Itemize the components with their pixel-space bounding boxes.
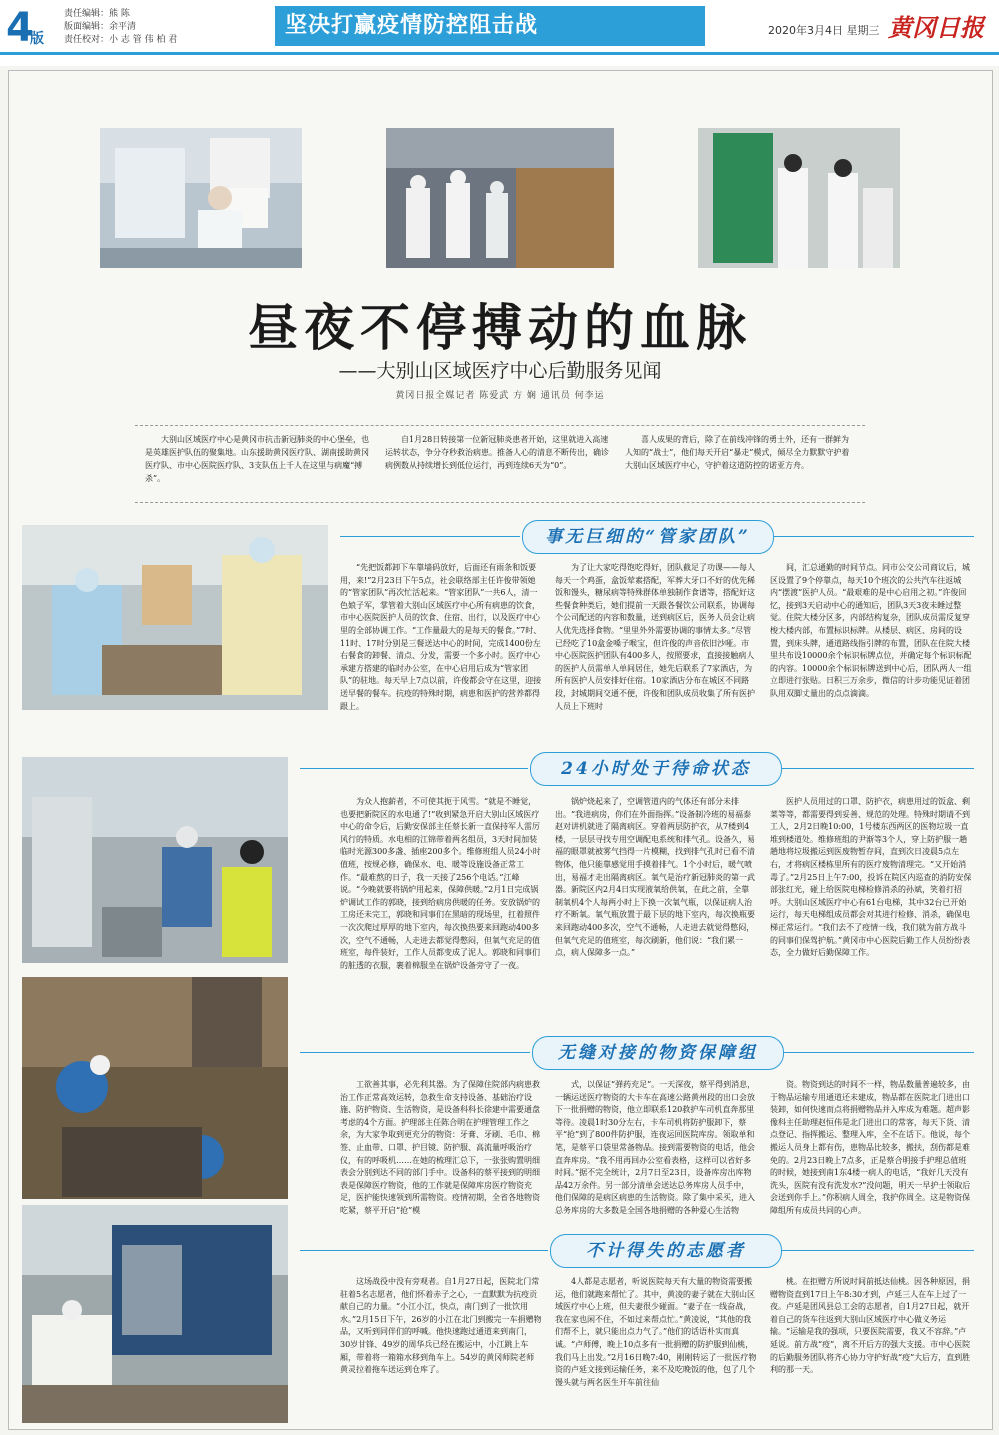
- page-number-suffix: 版: [30, 31, 44, 47]
- section-divider: [774, 536, 974, 537]
- article-column: 资。物资到达的时间不一样，物品数量普遍较多，由于物品运输专用通道还未建成，物品都在医院北门进出口装卸，如何快速而点将捐赠物品并入库成为难题。超声影像科主任助理赵恒伟是北门进出口的常客，每天下货、清点登记、指挥搬运、整理入库，全不在话下。他说，每个搬运人员身上都有伤，患物品比较多，搬扶，刮伤都是难免的。2月23日晚上7点多，正是蔡合明接手护理总值班的时候，她接到南1东4楼一病人的电话，“我好几天没有洗头，医院有没有洗发水?”没问题，明天一早护士领取后会送到你手上。”你积病人周全，我护你周全。这是物资保障组所有成员共同的心声。: [770, 1080, 971, 1215]
- section-divider: [782, 768, 974, 769]
- article-column: 锅炉烧起来了，空调管道内的气体还有部分未排出。“我进病房，你们在外面指挥。”设备制冷班的易福泰赵对讲机就进了隔离病区。穿着两层防护衣，从7楼到4楼，一层层寻找专用空调配电系统和排气孔。设备久，易福的眼罩就被雾气挡得一片模糊，找到排气孔时已看不清物体，他只能靠感觉用手摸着排气。1个小时后，暖气喷出，易福才走出隔离病区。氧气是治疗新冠肺炎的第一武器。新院区内2月4日实现液氧给供氧，在此之前，全靠制氧机4个人每两小时上下换一次氧气瓶，以保证病人治疗不断氧。氧气瓶放置于最下层的地下室内，每次换瓶要来回跑动400多次，空气不通畅，人走进去就觉得憋闷，但氧气充足的值班室，每次刷新，他们说：“我们累一点，病人保障多一点。”: [555, 797, 755, 958]
- photo-truck-unloading: [22, 1205, 288, 1423]
- editor-line: 责任校对：小 志 管 伟 柏 君: [64, 35, 178, 45]
- section-divider: [784, 1052, 974, 1053]
- photo-worker-carrying-boxes: [100, 128, 302, 268]
- section-title: 不计得失的志愿者: [550, 1234, 782, 1268]
- header-rule: [0, 52, 999, 55]
- newspaper-masthead: 黄冈日报: [888, 13, 984, 42]
- section-divider: [782, 1250, 974, 1251]
- article-column: 医护人员用过的口罩、防护衣，病患用过的饭盒、剩菜等等，都需要得到妥善、规范的处理。特殊时期请不到工人，2月2日晚10:00，1号楼东西两区的医物垃圾一直堆到楼道处。维修班组的尹渐等3个人，穿上防护服一趟趟地将垃圾搬运到医废物暂存间，直到次日凌晨5点左右，才将病区楼栋里所有的医疗废物清理完。“又开始消毒了。”2月25日上午7:00，投诉在院区内巡查的消防安保部张红光，碰上给医院电梯检修消杀的孙斌，笑着打招呼。大别山区域医疗中心有61台电梯，其中32台已开始运行，每天电梯组成员都会对其进行检修、消杀，确保电梯正常运行。“我们去不了疫情一线，我们就为前方战斗的同事们保驾护航。”黄冈市中心医院后勤工作人员纷纷表态，全力做好后勤保障工作。: [770, 797, 972, 958]
- article-column: 工欲善其事，必先利其器。为了保障住院部内病患救治工作正常高效运转，急救生命支持设备、基础治疗设施、防护物资、生活物资，是设备科科长徐建中需要通盘考虑的4个方面。护理部主任陈合明在护理管理工作之余，为大家争取到更充分的物资：牙膏、牙刷、毛巾、棉签、止血带、口罩、护目镜、防护服、高流量呼吸治疗仪，有的呼吸机……在她的梳理汇总下，一张张购置明细表会分别到达不同的部门手中。设备科的蔡平接到的明细表是保障医疗物资，他的工作就是保障库房医疗物资充足，医护能快速领到所需物资。疫情初期，全省各地物资吃紧，蔡平开启“抢”模: [340, 1080, 540, 1215]
- article-column: 4人都是志愿者，听说医院每天有大量的物资需要搬运，他们就跑来帮忙了。其中，黄凌的妻子就在大别山区域医疗中心上班，但夫妻很少碰面。“妻子在一线奋战，我在家也闲不住，不如过来帮点忙。”黄凌说，“其他的我们帮不上，就只能出点力气了。”他们的话语朴实而真诚。“卢师傅，晚上10点多有一批捐赠的防护服到仙桃，我们马上出发。”2月16日晚7:40，刚刚转运了一批医疗物资的卢延文接到运输任务，来不及吃晚饭的他，包了几个馒头就与两名医生开车前往仙: [555, 1277, 757, 1387]
- section-title: 无缝对接的物资保障组: [532, 1036, 784, 1070]
- issue-date: 2020年3月4日 星期三: [768, 24, 880, 37]
- editor-line: 版面编辑：余平清: [64, 22, 137, 32]
- photo-food-delivery: [22, 525, 328, 710]
- section-divider: [300, 768, 528, 769]
- intro-paragraph: 自1月28日转接第一位新冠肺炎患者开始，这里就进入高速运转状态，争分夺秒救治病患。推备人心的清息不断传出，确诊病例数从持续增长到低位运行，再到连续6天为“0”。: [385, 435, 609, 470]
- article-column: 这场战役中没有旁观者。自1月27日起，医院北门常驻着5名志愿者，他们怀着赤子之心，一直默默为抗疫贡献自己的力量。“小江小江，快点，南门到了一批饮用水。”2月15日下午，26岁的小江在北门到搬完一车捐赠物品，又听到同伴们的呼喊。他快速跑过通道来到南门，30岁甘锋、49岁的周华兵已经在搬运中，小江跳上车厢，带着将一箱箱水移到角车上。54岁的黄冈师院老师黄灵拉着拖车送运到仓库了。: [340, 1277, 542, 1375]
- article-column: 桃。在拒赠方所说时间前抵达仙桃。因各种原因，捐赠物资直到17日上午8:30才到，卢延三人在车上过了一夜。卢延是团风县总工会的志愿者，自1月27日起，就开着自己的货车往返到大别山区域医疗中心做义务运输。“运输是我的强项，只要医院需要，我又不容辞。”卢延说。前方战“疫”，离不开后方的强大支援。市中心医院的后勤服务团队将齐心协力守护好战“疫”大后方，直到胜利的那一天。: [770, 1277, 971, 1375]
- article-column: 为了让大家吃得饱吃得好，团队截足了功课——每人每天一个鸡蛋，盒饭荤素搭配，军葬大牙口不好的优先稀饭和馒头，糖尿病等特殊群体单独制作食谱等，搭配好这些餐食种类后，她们提前一天跟各餐饮公司联系，协调每个公司配送的内容和数量，送到病区后，医务人员会让病人优先选择食物。“里里外外需要协调的事情太多。”尽管已经吃了10盒金嗓子喉宝，但许俊的声音依旧沙哑。市中心医院医护团队有400多人，按照要求，直接接触病人的医护人员需单人单间居住，她先后联系了7家酒店，为所有医护人员安排好住宿。10家酒店分布在城区不同路段，封城期间交通不便，许俊和团队成员收集了所有医护人员上下班时: [555, 563, 755, 711]
- intro-paragraph: 大别山区域医疗中心是黄冈市抗击新冠肺炎的中心堡垒，也是英雄医护队伍的聚集地。山东援助黄冈医疗队、湖南援助黄冈医疗队、市中心医院医疗队、3支队伍上千人在这里与病魔“搏杀”。: [145, 435, 369, 483]
- photo-posting-signage: [698, 128, 900, 268]
- intro-paragraph: 喜人成果的背后，除了在前线冲锋的勇士外，还有一群鲜为人知的“战士”，他们每天开启“暴走”模式，倾尽全力默默守护着大别山区域医疗中心，守护着这道防控的诺亚方舟。: [625, 435, 850, 470]
- article-column: “先把饭都卸下车靠墙码放好，后面还有雨条和饭要用，来!”2月23日下午5点，社会联络部主任许俊带领她的“管家团队”再次忙活起来。“管家团队”一共6人，清一色娘子军，掌管着大别山区域医疗中心所有病患的饮食，市中心医院医护人员的饮食、住宿、出行，以及医疗中心里的全部协调工作。“工作量最大的是每天的餐食。”7时、11时、17时分别是三餐送达中心的时间，完成1400份左右餐食的卸餐、清点、分发，需要一个多小时。医疗中心承建方搭建的临时办公室，在中心启用后成为“管家团队”的驻地。每天早上7点以前，许俊都会守在这里，迎接送早餐的餐车。抗疫的特殊时期，病患和医护的营养都得跟上。: [340, 563, 542, 711]
- article-byline: 黄冈日报全媒记者 陈爱武 方 娴 通讯员 何李运: [395, 391, 605, 401]
- article-column: 式，以保证“弹药充足”。一天深夜，蔡平得到消息，一辆运送医疗物资的大卡车在高速公路黄州段的出口会放下一批捐赠的物资，他立即联系120救护车司机直奔那里等待。凌晨1时30分左右，卡车司机将防护服卸下，蔡平“抢”到了800件防护服，连夜运回医院库房。领取单和笔，是蔡平口袋里常备物品。接到需要物资的电话，他会直奔库房。“我不用再回办公室看表格，这样可以省好多时间。”据不完全统计，2月7日至23日，设备库房出库物品42万余件。另一部分清单会送达总务库房人员手中，他们保障的是病区病患的生活物资。除了集中采买，进入总务库房的大多数是全国各地捐赠的各种爱心生活物: [555, 1080, 756, 1215]
- editor-line: 责任编辑：熊 陈: [64, 9, 130, 19]
- article-column: 间，汇总通勤的时间节点。同市公交公司商议后，城区设置了9个停靠点，每天10个班次的公共汽车往返城内“摆渡”医护人员。“最艰难的是中心启用之初。”许俊回忆，接到3天启动中心的通知后，团队3天3夜未睡过整觉。住院大楼分区多，内部结构复杂，团队成员需反复穿梭大楼内部，布置标识标牌。从楼层、病区、房间的设置，到床头牌，通道路线指引牌的布置，团队在住院大楼里共布设10000余个标识标牌点位，并确定每个标识标配的内容。10000余个标识标牌送到中心后，团队两人一组立即进行张贴。日积三万余步，微信的计步功能见证着团队用双脚丈量出的点点滴滴。: [770, 563, 972, 698]
- section-divider: [300, 1250, 548, 1251]
- section-divider: [340, 536, 520, 537]
- section-title: 事无巨细的“管家团队”: [522, 520, 774, 554]
- photo-boiler-repair: [22, 757, 288, 963]
- section-divider: [300, 1052, 530, 1053]
- article-headline: 昼夜不停搏动的血脉: [248, 298, 752, 357]
- article-subheadline: ——大别山区域医疗中心后勤服务见闻: [338, 360, 662, 382]
- section-banner-title: 坚决打赢疫情防控阻击战: [285, 13, 539, 38]
- section-title: 24小时处于待命状态: [530, 752, 782, 786]
- editor-credits: [64, 8, 274, 47]
- article-column: 为众人抱薪者，不可使其扼于风雪。“就是不睡觉，也要把新院区的水电通了!”收到紧急开启大别山区域医疗中心的命令后，后勤安保部主任蔡长新一直保持军人雷厉风行的特质。水电相的江锦带着两名组员，3天时间加装临时光源300多盏、插座200多个。维修班组人员24小时值班，按规必修，确保水、电、暖等设施设备正常工作。“最难熬的日子，我一天接了256个电话。”江峰说。“今晚就要将锅炉用起来，保障供暖。”2月1日完成锅炉调试工作的郭晓，接到给病房供暖的任务。安放锅炉的工房还未完工，郭晓和同事们在黑暗的现场里，扛着照件一次次爬过厚厚的地下室内，每次换热要来回跑动400多次，空气不通畅，人走进去都觉得憋闷，但氧气充足的值班室，每件装好，工作人员都变成了泥人。郭晓和同事们的脏透的衣服，裹着棉服坐在锅炉设备旁守了一夜。: [340, 797, 541, 970]
- page-number: 4: [6, 5, 34, 51]
- photo-team-unloading: [386, 128, 614, 268]
- photo-pipe-inspection: [22, 977, 288, 1199]
